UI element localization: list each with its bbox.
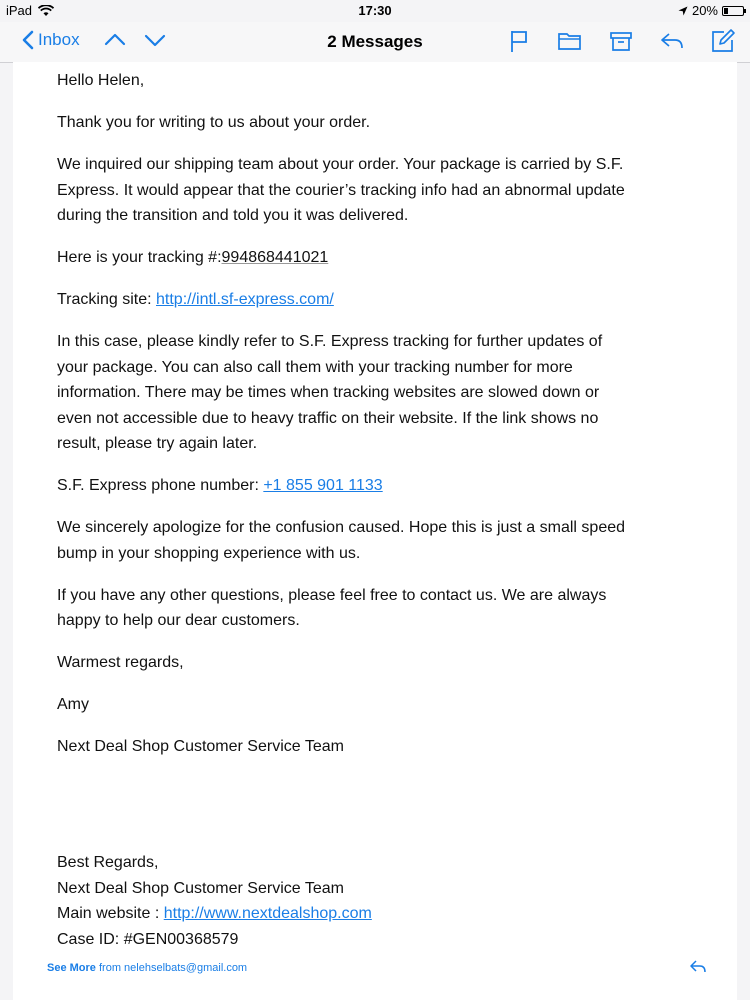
- location-icon: [678, 6, 688, 16]
- archive-button[interactable]: [608, 28, 634, 54]
- sender-name: Amy: [57, 696, 89, 713]
- team-name: Next Deal Shop Customer Service Team: [57, 738, 344, 755]
- status-time: 17:30: [358, 3, 392, 18]
- battery-percent: 20%: [691, 3, 718, 18]
- folder-icon: [557, 28, 583, 54]
- signature-regards: Best Regards,: [57, 854, 159, 871]
- paragraph: We inquired our shipping team about your order. Your package is carried by S.F. Express. It would appear that the courier’s tracking info had an abnormal update during the transition and told you it was delivered.: [57, 156, 625, 224]
- compose-button[interactable]: [710, 28, 736, 54]
- message-footer: [47, 962, 247, 974]
- reply-icon[interactable]: [689, 959, 707, 973]
- tracking-number[interactable]: 994868441021: [221, 249, 329, 266]
- navigation-bar: [0, 22, 750, 63]
- message-content: [57, 68, 637, 776]
- message-body: [13, 62, 737, 1000]
- paragraph: If you have any other questions, please feel free to contact us. We are always happy to help our dear customers.: [57, 586, 607, 629]
- signature: [57, 850, 637, 952]
- greeting: Hello Helen,: [57, 72, 145, 89]
- paragraph: We sincerely apologize for the confusion caused. Hope this is just a small speed bump in your shopping experience with us.: [57, 519, 626, 562]
- website-link[interactable]: http://www.nextdealshop.com: [163, 905, 372, 922]
- tracking-line: [57, 245, 637, 271]
- sender-address: from nelehselbats@gmail.com: [98, 962, 248, 974]
- closing: Warmest regards,: [57, 654, 184, 671]
- tracking-site-link[interactable]: http://intl.sf-express.com/: [156, 291, 334, 308]
- signature-team: Next Deal Shop Customer Service Team: [57, 879, 344, 897]
- phone-line: [57, 473, 637, 499]
- battery-icon: [722, 6, 744, 16]
- compose-icon: [710, 28, 736, 54]
- tracking-site-label: Tracking site:: [57, 291, 156, 308]
- tracking-site-line: [57, 287, 637, 313]
- tracking-label: Here is your tracking #:: [57, 249, 222, 266]
- page-title: 2 Messages: [327, 32, 423, 51]
- phone-label: S.F. Express phone number:: [57, 477, 264, 494]
- paragraph: Thank you for writing to us about your order.: [57, 114, 371, 131]
- see-more-link[interactable]: See More: [47, 962, 96, 974]
- reply-icon: [659, 28, 685, 54]
- signature-website-line: [57, 901, 637, 927]
- case-id: Case ID: #GEN00368579: [57, 930, 239, 948]
- back-label: Inbox: [38, 30, 80, 49]
- paragraph: In this case, please kindly refer to S.F. Express tracking for further updates of your package. You can also call them with your tracking number for more information. There may be times when tracking websites are slowed down or even not accessible due to heavy traffic on their website. If the link shows no result, please try again later.: [57, 333, 603, 452]
- phone-link[interactable]: +1 855 901 1133: [263, 477, 383, 494]
- device-label: iPad: [6, 3, 33, 18]
- reply-button[interactable]: [659, 28, 685, 54]
- move-folder-button[interactable]: [557, 28, 583, 54]
- status-bar: [0, 0, 750, 22]
- website-label: Main website :: [57, 905, 164, 922]
- flag-button[interactable]: [506, 28, 532, 54]
- flag-icon: [506, 28, 532, 54]
- archive-icon: [608, 28, 634, 54]
